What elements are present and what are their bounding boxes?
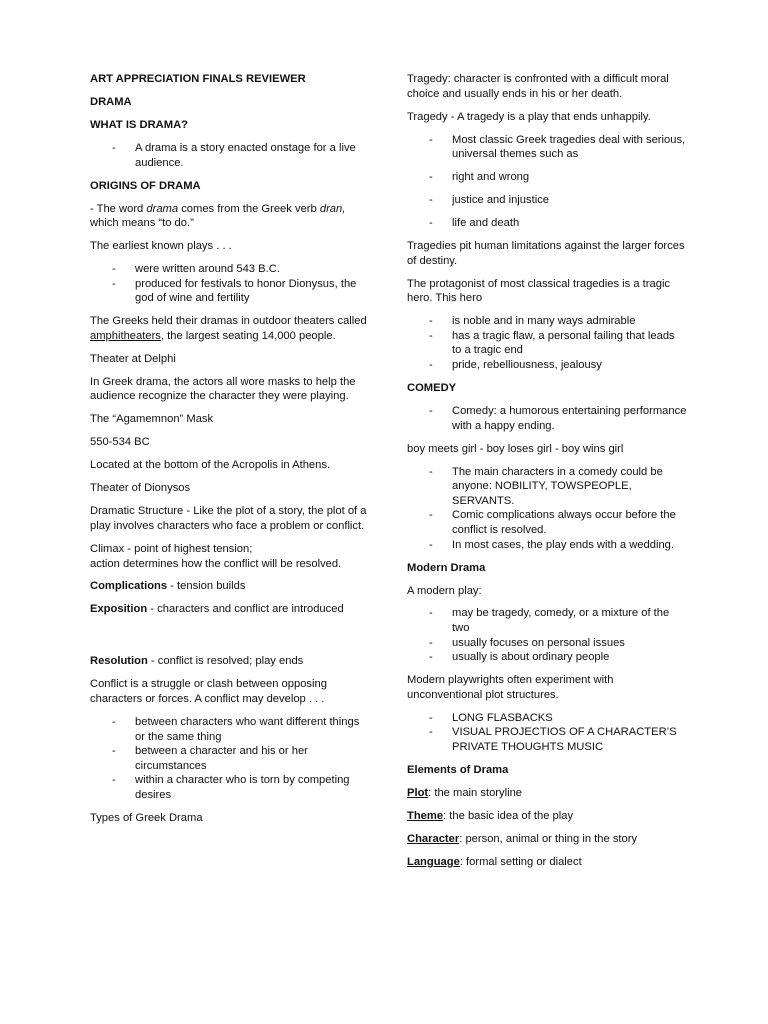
heading-drama: DRAMA [90, 95, 132, 108]
paragraph-playwrights: Modern playwrights often experiment with unconventional plot structures. [407, 674, 614, 701]
list-item: - usually focuses on personal issues [407, 636, 687, 651]
definition: : the basic idea of the play [443, 809, 574, 822]
heading-what-is-drama: WHAT IS DRAMA? [90, 118, 188, 131]
list-item: - pride, rebelliousness, jealousy [407, 358, 687, 373]
list-item: - produced for festivals to honor Dionysus, the god of wine and fertility [90, 277, 370, 306]
themes-list [407, 133, 687, 231]
term: Character [407, 832, 460, 845]
paragraph-protagonist: The protagonist of most classical tragedies is a tragic hero. This hero [407, 277, 671, 305]
paragraph-earliest: The earliest known plays . . . [90, 240, 232, 253]
heading-origins: ORIGINS OF DRAMA [90, 179, 201, 192]
text-span: - The word [90, 202, 147, 215]
what-is-drama-list [90, 141, 370, 170]
list-item: - VISUAL PROJECTIOS OF A CHARACTER’S PRIVATE THOUGHTS MUSIC [407, 725, 687, 754]
paragraph-resolution [90, 654, 370, 669]
emphasis: drama [146, 202, 179, 215]
text-span: The Greeks held their dramas in outdoor theaters called [90, 315, 367, 328]
spacer [90, 625, 370, 654]
paragraph-located: Located at the bottom of the Acropolis in Athens. [90, 459, 331, 472]
list-item: - may be tragedy, comedy, or a mixture of the two [407, 606, 687, 635]
text-span: comes from the Greek verb [178, 202, 320, 215]
paragraph-delphi: Theater at Delphi [90, 352, 176, 365]
definition: - tension builds [167, 580, 246, 593]
heading-elements: Elements of Drama [407, 764, 509, 776]
list-item: - Comedy: a humorous entertaining performance with a happy ending. [407, 404, 687, 433]
right-column [407, 72, 687, 878]
emphasis: dran, [319, 202, 346, 215]
paragraph-masks: In Greek drama, the actors all wore masks to help the audience recognize the character they were playing. [90, 375, 356, 403]
paragraph-tragedy-2: Tragedy - A tragedy is a play that ends unhappily. [407, 110, 651, 123]
list-item: - is noble and in many ways admirable [407, 314, 687, 329]
left-column [90, 72, 370, 834]
list-item: - Comic complications always occur before the conflict is resolved. [407, 508, 687, 537]
list-item: - between a character and his or her circumstances [90, 744, 370, 773]
term: Exposition [90, 603, 148, 616]
definition: : person, animal or thing in the story [459, 832, 638, 845]
earliest-list [90, 262, 370, 306]
paragraph-complications [90, 579, 370, 594]
list-item: - A drama is a story enacted onstage for a live audience. [90, 141, 370, 170]
text-span: , the largest seating 14,000 people. [160, 329, 336, 342]
list-item: - Most classic Greek tragedies deal with serious, universal themes such as [407, 133, 687, 162]
list-item: - has a tragic flaw, a personal failing that leads to a tragic end [407, 329, 687, 358]
list-item: - between characters who want different things or the same thing [90, 715, 370, 744]
paragraph-dionysos: Theater of Dionysos [90, 482, 191, 495]
list-item: - life and death [407, 216, 687, 231]
text-span: action determines how the conflict will be resolved. [90, 557, 342, 570]
underlined-term: amphitheaters [90, 329, 161, 342]
paragraph-exposition [90, 602, 370, 617]
hero-list [407, 314, 687, 372]
term: Theme [407, 809, 444, 822]
list-item: - In most cases, the play ends with a wedding. [407, 538, 687, 553]
term: Plot [407, 786, 429, 799]
comedy-list [407, 404, 687, 433]
element-language [407, 855, 687, 870]
paragraph-limitations: Tragedies pit human limitations against the larger forces of destiny. [407, 240, 685, 267]
flashbacks-list [407, 711, 687, 755]
term: Complications [90, 580, 168, 593]
paragraph-word-drama [90, 202, 370, 231]
paragraph-tragedy-1: Tragedy: character is confronted with a difficult moral choice and usually ends in his or her death. [407, 73, 669, 100]
paragraph-conflict: Conflict is a struggle or clash between opposing characters or forces. A conflict may develop . . . [90, 678, 327, 706]
definition: - characters and conflict are introduced [147, 603, 344, 616]
paragraph-climax [90, 542, 370, 571]
definition: : formal setting or dialect [459, 855, 582, 868]
heading-comedy: COMEDY [407, 382, 457, 395]
list-item: - justice and injustice [407, 193, 687, 208]
term: Language [407, 855, 460, 868]
paragraph-greeks [90, 314, 370, 343]
list-item: - LONG FLASBACKS [407, 711, 687, 726]
conflict-list [90, 715, 370, 803]
document-title: ART APPRECIATION FINALS REVIEWER [90, 73, 306, 85]
text-span: Climax - point of highest tension; [90, 542, 253, 555]
text-span: which means “to do.” [90, 217, 194, 230]
definition: - conflict is resolved; play ends [147, 655, 304, 668]
paragraph-types: Types of Greek Drama [90, 811, 203, 824]
definition: : the main storyline [428, 786, 523, 799]
list-item: - were written around 543 B.C. [90, 262, 370, 277]
list-item: - The main characters in a comedy could be anyone: NOBILITY, TOWSPEOPLE, SERVANTS. [407, 465, 687, 509]
modern-list [407, 606, 687, 664]
paragraph-modern-play: A modern play: [407, 584, 482, 597]
list-item: - usually is about ordinary people [407, 650, 687, 665]
element-character [407, 832, 687, 847]
comedy-characters-list [407, 465, 687, 553]
paragraph-boy-meets-girl: boy meets girl - boy loses girl - boy wins girl [407, 442, 624, 455]
paragraph-structure: Dramatic Structure - Like the plot of a story, the plot of a play involves characters who face a problem or conflict. [90, 505, 367, 532]
list-item: - within a character who is torn by competing desires [90, 773, 370, 802]
paragraph-agamemnon: The “Agamemnon” Mask [90, 413, 214, 426]
term: Resolution [90, 655, 148, 668]
element-plot [407, 786, 687, 801]
list-item: - right and wrong [407, 170, 687, 185]
element-theme [407, 809, 687, 824]
paragraph-date: 550-534 BC [90, 436, 150, 449]
heading-modern-drama: Modern Drama [407, 561, 486, 574]
